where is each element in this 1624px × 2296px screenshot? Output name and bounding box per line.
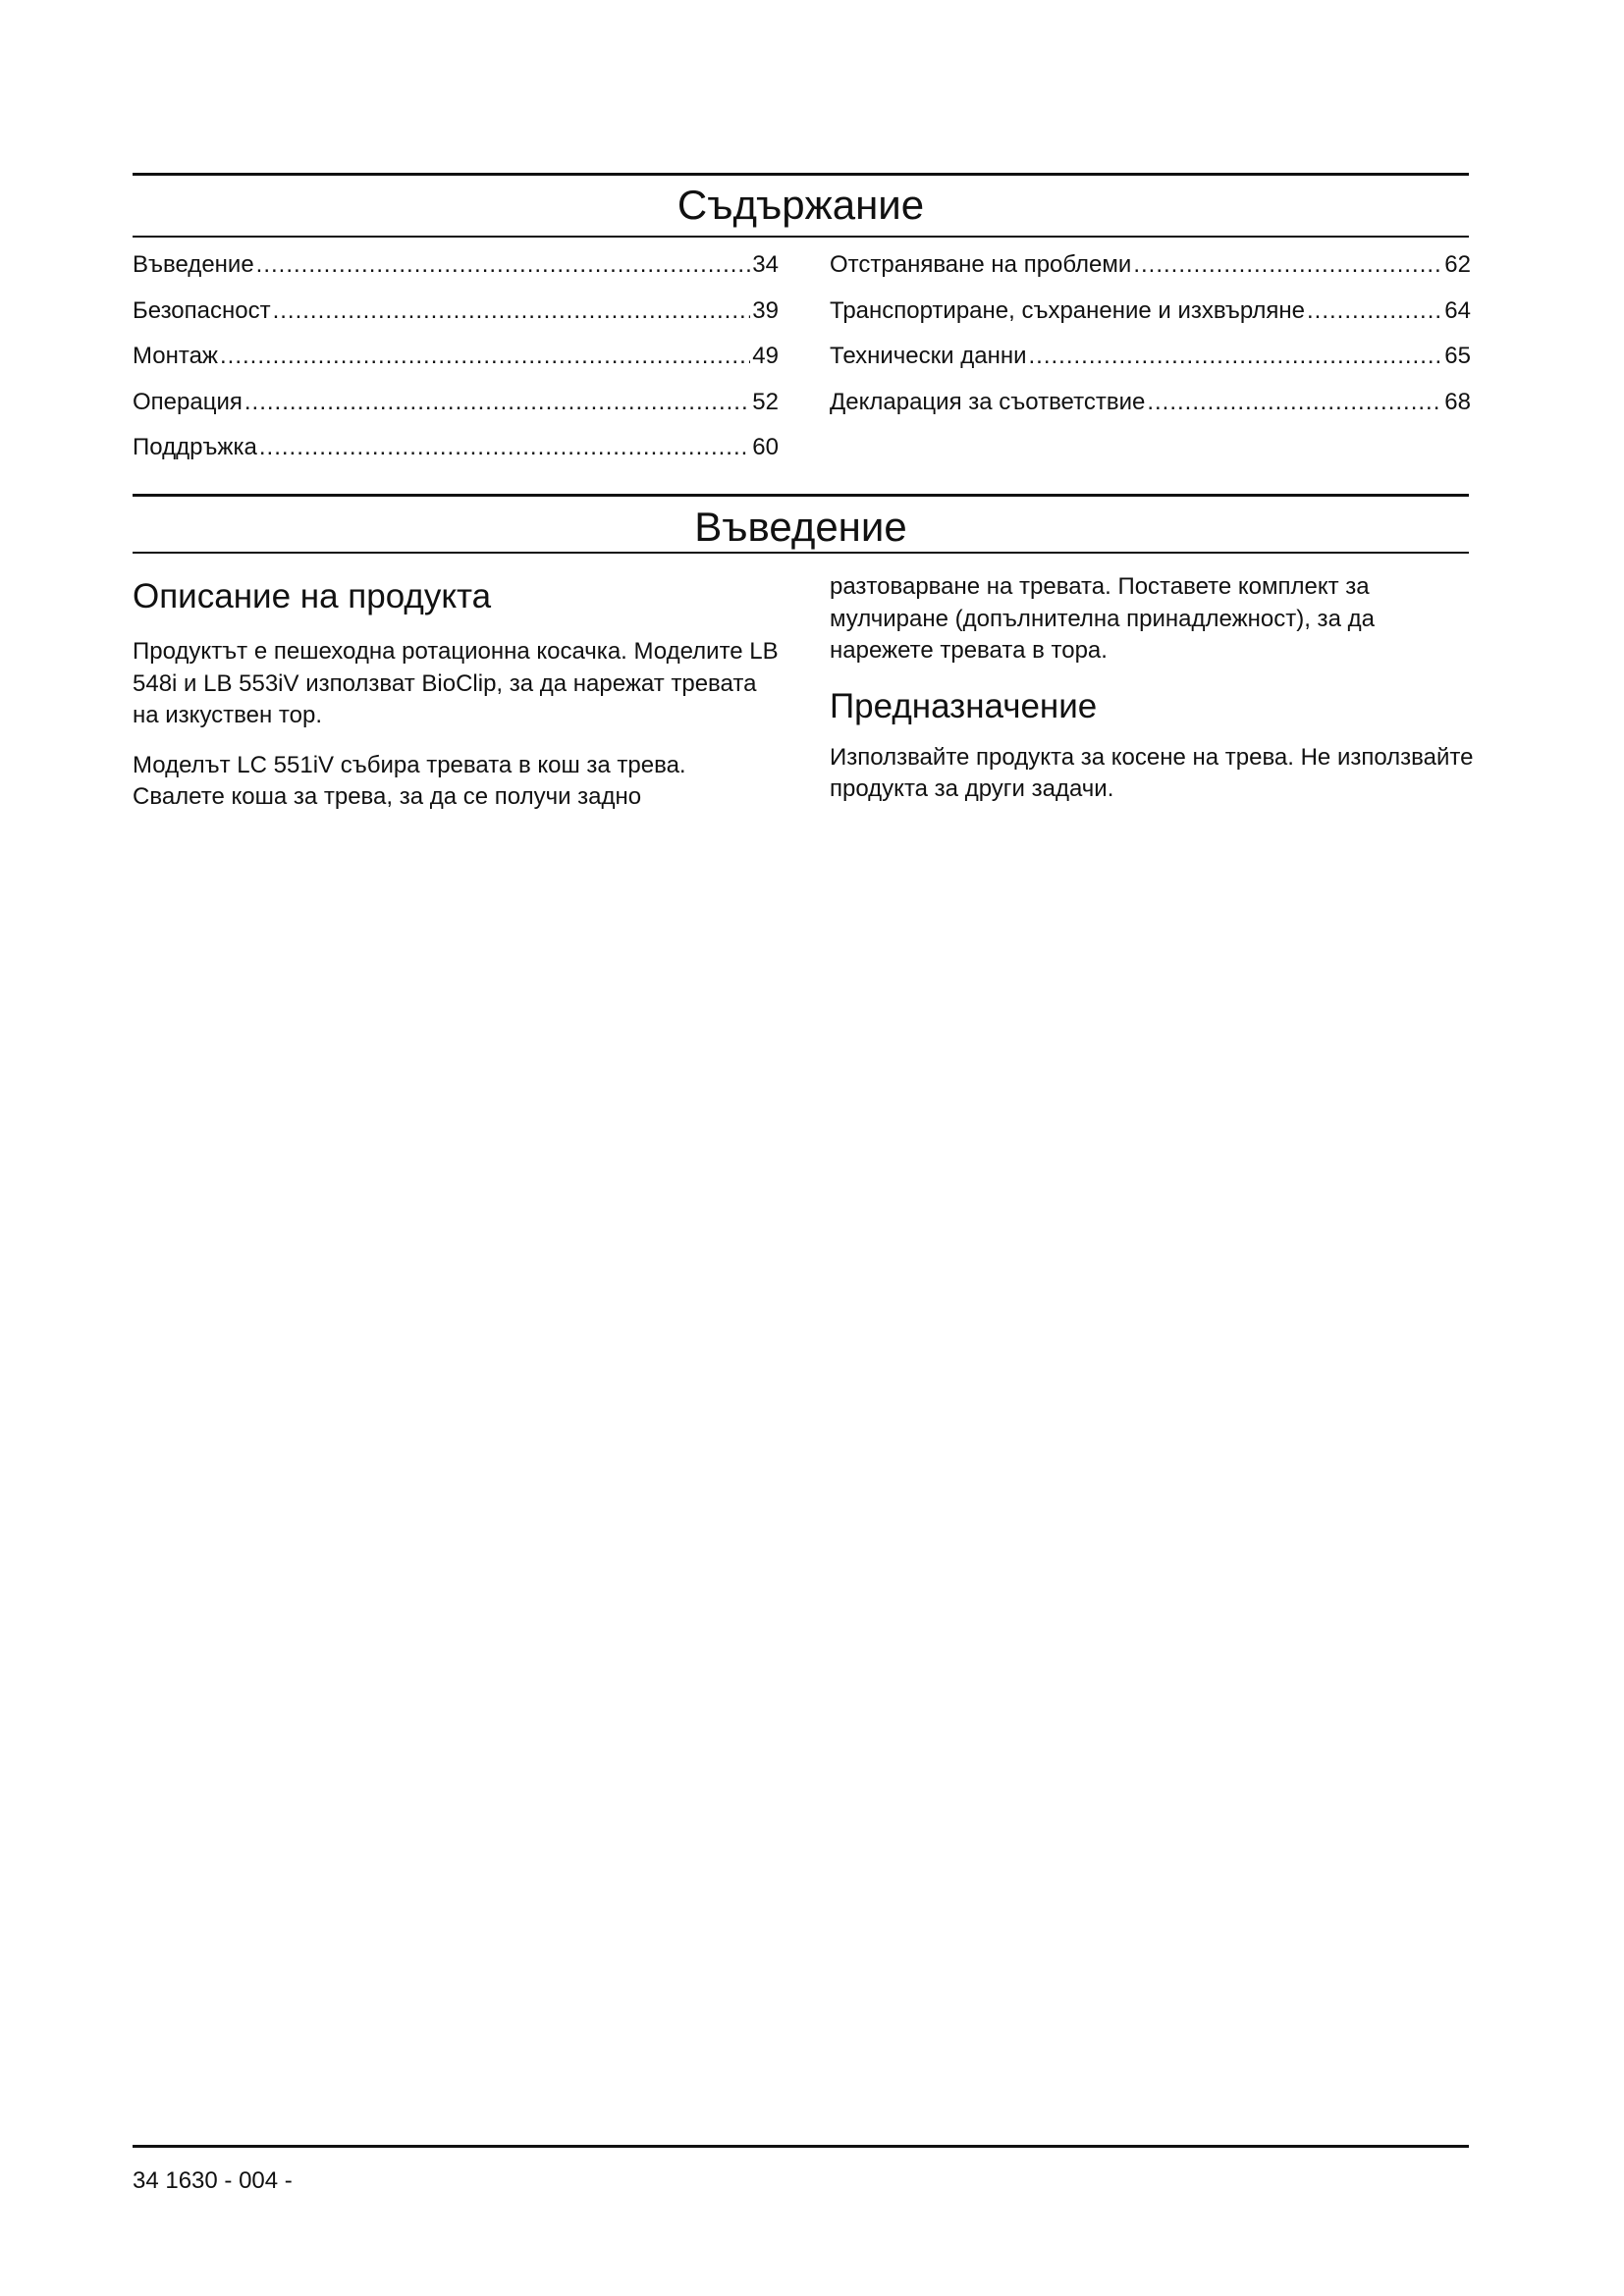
toc-left-column	[133, 251, 779, 480]
toc-entry-page: 49	[752, 343, 779, 369]
toc-bottom-rule	[133, 236, 1469, 238]
toc-entry-page: 64	[1444, 296, 1471, 324]
footer-rule	[133, 2145, 1469, 2148]
toc-leader-dots	[1133, 251, 1442, 279]
toc-right-column	[830, 251, 1471, 434]
toc-entry[interactable]	[830, 297, 1471, 344]
intro-bottom-rule	[133, 552, 1469, 554]
toc-entry[interactable]	[133, 343, 779, 389]
toc-entry[interactable]	[830, 389, 1471, 435]
toc-leader-dots	[220, 343, 750, 370]
toc-entry-label: Транспортиране, съхранение и изхвърляне	[830, 296, 1305, 324]
product-description-paragraph: Продуктът е пешеходна ротационна косачка. Моделите LB 548i и LB 553iV използват BioClip, за да нарежат тревата на изкуствен тор.	[133, 638, 779, 728]
toc-entry[interactable]	[133, 251, 779, 297]
toc-entry-label: Операция	[133, 388, 243, 415]
intro-top-rule	[133, 494, 1469, 497]
toc-entry-label: Монтаж	[133, 343, 218, 369]
toc-entry-label: Поддръжка	[133, 434, 257, 460]
toc-entry-page: 65	[1444, 343, 1471, 369]
toc-leader-dots	[256, 251, 751, 279]
toc-title: Съдържание	[677, 182, 925, 228]
product-description-heading: Описание на продукта	[133, 577, 492, 615]
toc-entry-page: 39	[752, 296, 779, 324]
toc-entry-page: 68	[1444, 388, 1471, 415]
toc-entry-label: Отстраняване на проблеми	[830, 251, 1132, 278]
product-description-continuation: разтоварване на тревата. Поставете комплект за мулчиране (допълнителна принадлежност), за да нарежете тревата в тора.	[830, 573, 1375, 664]
intro-left-column	[133, 575, 781, 831]
toc-entry[interactable]	[133, 389, 779, 435]
toc-entry-label: Декларация за съответствие	[830, 388, 1146, 415]
toc-top-rule	[133, 173, 1469, 176]
intended-use-heading: Предназначение	[830, 686, 1098, 725]
intended-use-paragraph: Използвайте продукта за косене на трева. Не използвайте продукта за други задачи.	[830, 743, 1474, 802]
product-description-paragraph: Моделът LC 551iV събира тревата в кош за трева. Свалете коша за трева, за да се получи задно	[133, 751, 686, 810]
toc-leader-dots	[244, 389, 750, 416]
toc-entry[interactable]	[830, 251, 1471, 297]
toc-leader-dots	[1307, 297, 1442, 325]
toc-entry-label: Безопасност	[133, 296, 271, 324]
toc-entry-page: 62	[1444, 251, 1471, 278]
toc-entry-page: 60	[752, 434, 779, 460]
intro-title: Въведение	[694, 504, 907, 550]
toc-entry-page: 34	[752, 251, 779, 278]
toc-leader-dots	[259, 434, 750, 461]
page-footer: 34 1630 - 004 -	[133, 2167, 293, 2194]
toc-entry[interactable]	[133, 434, 779, 480]
toc-leader-dots	[1147, 389, 1442, 416]
toc-entry-label: Въведение	[133, 251, 254, 278]
toc-entry-page: 52	[752, 388, 779, 415]
toc-entry[interactable]	[830, 343, 1471, 389]
toc-entry-label: Технически данни	[830, 343, 1027, 369]
toc-leader-dots	[273, 297, 751, 325]
toc-entry[interactable]	[133, 297, 779, 344]
intro-right-column	[830, 571, 1478, 824]
toc-leader-dots	[1028, 343, 1442, 370]
